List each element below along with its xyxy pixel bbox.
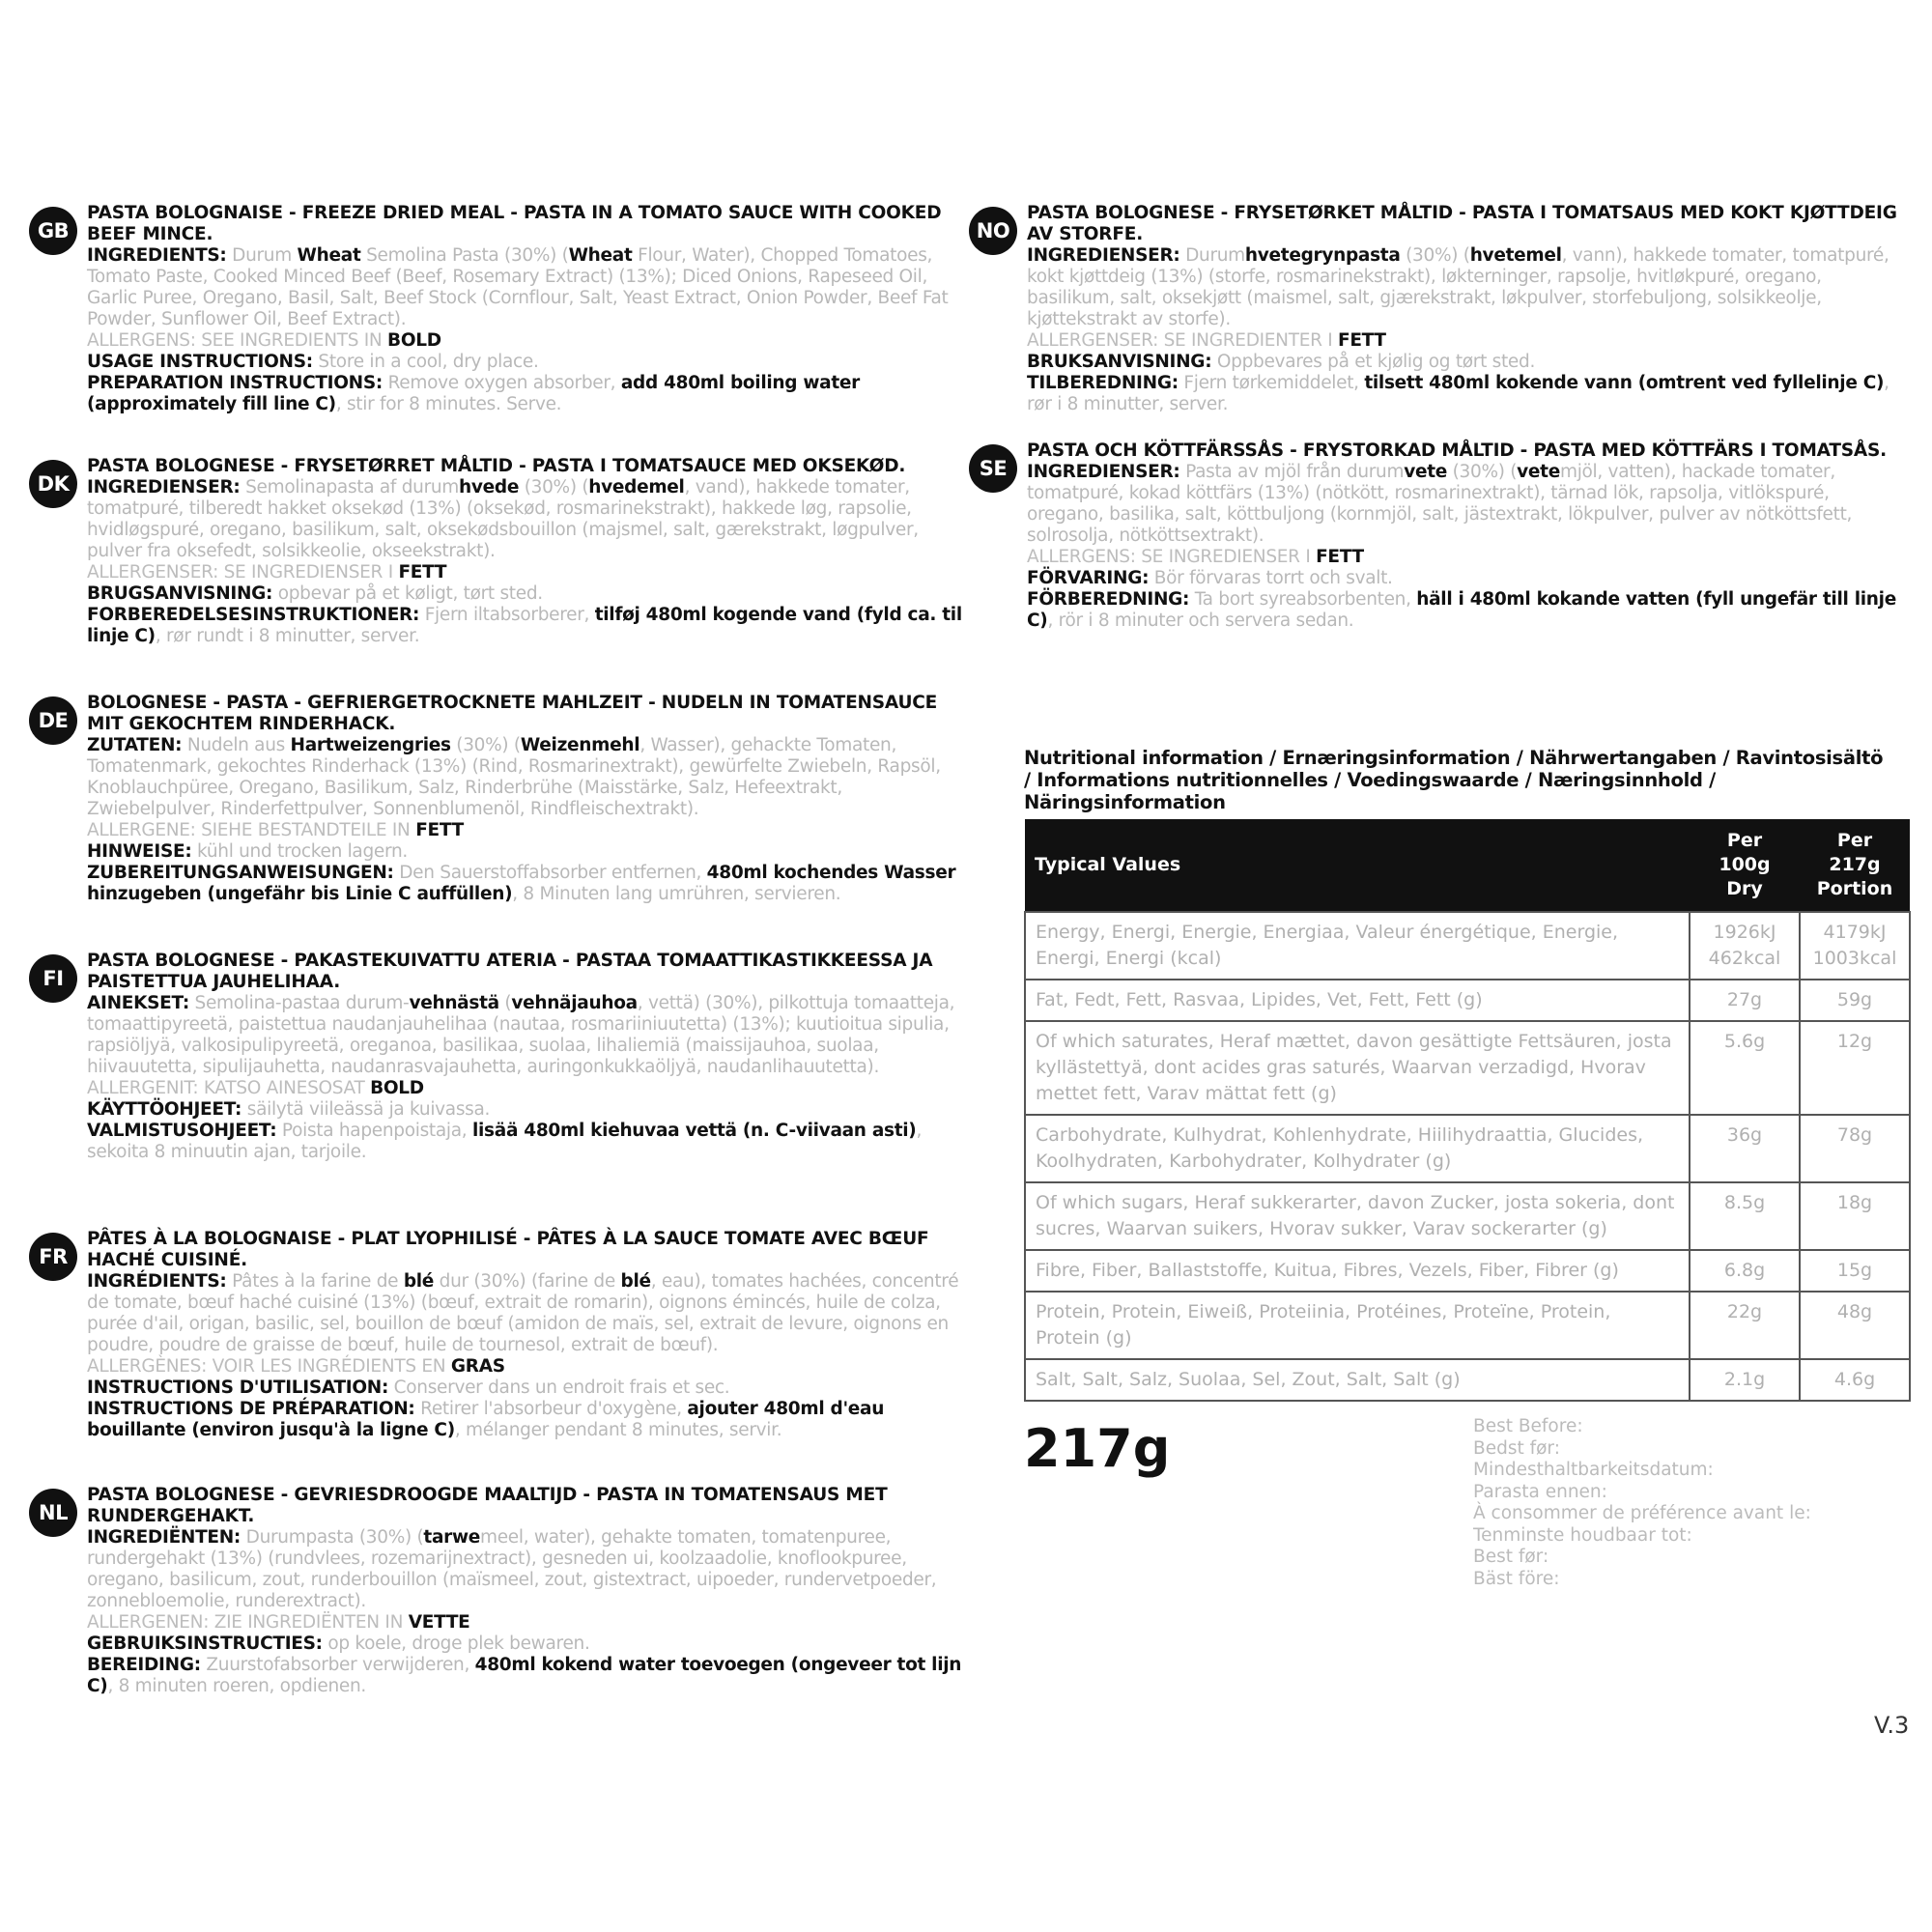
nl-ingredients: INGREDIËNTEN: Durumpasta (30%) (tarwemeel, water), gehakte tomaten, tomatenpuree, rundergehakt (13%) (rundvlees, rozemarijnextract), gesneden ui, koolzaadolie, knoflookpuree, oregano, basilicum, zout, runderbouillon (maïsmeel, zout, gistextract, uipoeder, rundervetpoeder, zonnebloemolie, runderextract). bbox=[87, 1527, 937, 1611]
fi-preparation: VALMISTUSOHJEET: Poista hapenpoistaja, lisää 480ml kiehuvaa vettä (n. C-viivaan asti), sekoita 8 minuutin ajan, tarjoile. bbox=[87, 1121, 923, 1162]
table-row bbox=[1025, 1182, 1910, 1250]
fi-flag-badge: FI bbox=[29, 954, 77, 1003]
best-before-line: Best før: bbox=[1473, 1547, 1549, 1567]
nl-title: PASTA BOLOGNESE - GEVRIESDROOGDE MAALTIJD - PASTA IN TOMATENSAUS MET RUNDERGEHAKT. bbox=[87, 1485, 888, 1526]
nutrition-heading: Nutritional information / Ernæringsinformation / Nährwertangaben / Ravintosisältö / Informations nutritionnelles / Voedingswaarde / Næringsinnhold / Näringsinformation bbox=[1024, 747, 1884, 813]
best-before-line: Parasta ennen: bbox=[1473, 1481, 1607, 1502]
row-per217: 59g bbox=[1800, 980, 1910, 1021]
row-label: Of which sugars, Heraf sukkerarter, davon Zucker, josta sokeria, dont sucres, Waarvan suikers, Hvorav sukker, Varav sockerarter (g) bbox=[1025, 1182, 1690, 1250]
dk-ingredients: INGREDIENSER: Semolinapasta af durumhvede (30%) (hvedemel, vand), hakkede tomater, tomatpuré, tilberedt hakket oksekød (13%) (oksekød, rosmarinekstrakt), hakkede løg, rapsolie, hvidløgspuré, oregano, basilikum, salt, oksekødsbouillon (majsmel, salt, gærekstrakt, løgpulver, pulver fra oksefedt, solsikkeolie, okseekstrakt). bbox=[87, 477, 919, 561]
row-per217: 4179kJ 1003kcal bbox=[1800, 912, 1910, 980]
se-title: PASTA OCH KÖTTFÄRSSÅS - FRYSTORKAD MÅLTID - PASTA MED KÖTTFÄRS I TOMATSÅS. bbox=[1027, 440, 1887, 461]
no-title: PASTA BOLOGNESE - FRYSETØRKET MÅLTID - PASTA I TOMATSAUS MED KOKT KJØTTDEIG AV STORFE. bbox=[1027, 203, 1897, 244]
no-allergens: ALLERGENSER: SE INGREDIENTER I FETT bbox=[1027, 330, 1386, 351]
nl-flag-badge: NL bbox=[29, 1489, 77, 1537]
se-allergens: ALLERGENS: SE INGREDIENSER I FETT bbox=[1027, 547, 1364, 567]
row-per217: 18g bbox=[1800, 1182, 1910, 1250]
gb-flag-badge: GB bbox=[29, 207, 77, 255]
dk-preparation: FORBEREDELSESINSTRUKTIONER: Fjern iltabsorberer, tilføj 480ml kogende vand (fyld ca. til linje C), rør rundt i 8 minutter, server. bbox=[87, 605, 962, 646]
col-typical-values: Typical Values bbox=[1025, 819, 1690, 912]
row-per100: 27g bbox=[1690, 980, 1800, 1021]
left-column bbox=[29, 203, 971, 1697]
best-before-line: Bäst före: bbox=[1473, 1568, 1560, 1589]
table-row bbox=[1025, 1021, 1910, 1115]
se-flag-badge: SE bbox=[969, 444, 1017, 493]
nutrition-header-row bbox=[1025, 819, 1910, 912]
section-fr bbox=[29, 1229, 971, 1485]
row-per100: 22g bbox=[1690, 1292, 1800, 1359]
se-usage: FÖRVARING: Bör förvaras torrt och svalt. bbox=[1027, 568, 1393, 588]
best-before-line: Bedst før: bbox=[1473, 1437, 1560, 1459]
net-weight: 217g bbox=[1024, 1418, 1171, 1479]
row-label: Salt, Salt, Salz, Suolaa, Sel, Zout, Salt, Salt (g) bbox=[1025, 1359, 1690, 1401]
col-per-217g: Per 217g Portion bbox=[1800, 819, 1910, 912]
section-de bbox=[29, 693, 971, 951]
nl-preparation: BEREIDING: Zuurstofabsorber verwijderen, 480ml kokend water toevoegen (ongeveer tot lijn C), 8 minuten roeren, opdienen. bbox=[87, 1655, 962, 1696]
no-flag-badge: NO bbox=[969, 207, 1017, 255]
section-fi bbox=[29, 951, 971, 1229]
fi-allergens: ALLERGENIT: KATSO AINESOSAT BOLD bbox=[87, 1078, 424, 1098]
de-flag-badge: DE bbox=[29, 696, 77, 745]
no-preparation: TILBEREDNING: Fjern tørkemiddelet, tilsett 480ml kokende vann (omtrent ved fyllelinje C), rør i 8 minutter, server. bbox=[1027, 373, 1889, 414]
row-label: Fat, Fedt, Fett, Rasvaa, Lipides, Vet, Fett, Fett (g) bbox=[1025, 980, 1690, 1021]
dk-title: PASTA BOLOGNESE - FRYSETØRRET MÅLTID - PASTA I TOMATSAUCE MED OKSEKØD. bbox=[87, 456, 906, 476]
fi-title: PASTA BOLOGNESE - PAKASTEKUIVATTU ATERIA - PASTAA TOMAATTIKASTIKKEESSA JA PAISTETTUA JAUHELIHAA. bbox=[87, 951, 933, 992]
section-se bbox=[969, 440, 1911, 632]
gb-usage: USAGE INSTRUCTIONS: Store in a cool, dry place. bbox=[87, 352, 539, 372]
section-no bbox=[969, 203, 1911, 440]
fi-usage: KÄYTTÖOHJEET: säilytä viileässä ja kuivassa. bbox=[87, 1099, 491, 1120]
nl-usage: GEBRUIKSINSTRUCTIES: op koele, droge plek bewaren. bbox=[87, 1634, 590, 1654]
de-ingredients: ZUTATEN: Nudeln aus Hartweizengries (30%) (Weizenmehl, Wasser), gehackte Tomaten, Tomatenmark, gekochtes Rinderhack (13%) (Rind, Rosmarinextrakt), gewürfelte Zwiebeln, Rapsöl, Knoblauchpüree, Oregano, Basilikum, Salz, Rinderbrühe (Maisstärke, Salz, Hefeextrakt, Zwiebelpulver, Rinderfettpulver, Sonnenblumenöl, Rindfleischextrakt). bbox=[87, 735, 941, 819]
best-before-block bbox=[1473, 1416, 1811, 1590]
dk-allergens: ALLERGENSER: SE INGREDIENSER I FETT bbox=[87, 562, 447, 582]
table-row bbox=[1025, 1250, 1910, 1292]
fr-allergens: ALLERGÈNES: VOIR LES INGRÉDIENTS EN GRAS bbox=[87, 1356, 505, 1377]
gb-preparation: PREPARATION INSTRUCTIONS: Remove oxygen absorber, add 480ml boiling water (approximately fill line C), stir for 8 minutes. Serve. bbox=[87, 373, 860, 414]
de-preparation: ZUBEREITUNGSANWEISUNGEN: Den Sauerstoffabsorber entfernen, 480ml kochendes Wasser hinzugeben (ungefähr bis Linie C auffüllen), 8 Minuten lang umrühren, servieren. bbox=[87, 863, 956, 904]
no-usage: BRUKSANVISNING: Oppbevares på et kjølig og tørt sted. bbox=[1027, 352, 1536, 372]
table-row bbox=[1025, 1359, 1910, 1401]
dk-flag-badge: DK bbox=[29, 460, 77, 508]
row-label: Carbohydrate, Kulhydrat, Kohlenhydrate, Hiilihydraattia, Glucides, Koolhydraten, Karbohydrater, Kolhydrater (g) bbox=[1025, 1115, 1690, 1182]
fr-preparation: INSTRUCTIONS DE PRÉPARATION: Retirer l'absorbeur d'oxygène, ajouter 480ml d'eau bouillante (environ jusqu'à la ligne C), mélanger pendant 8 minutes, servir. bbox=[87, 1399, 885, 1440]
gb-allergens: ALLERGENS: SEE INGREDIENTS IN BOLD bbox=[87, 330, 441, 351]
fr-flag-badge: FR bbox=[29, 1233, 77, 1281]
row-per100: 2.1g bbox=[1690, 1359, 1800, 1401]
gb-title: PASTA BOLOGNAISE - FREEZE DRIED MEAL - PASTA IN A TOMATO SAUCE WITH COOKED BEEF MINCE. bbox=[87, 203, 942, 244]
row-label: Of which saturates, Heraf mættet, davon gesättigte Fettsäuren, josta kyllästettyä, dont acides gras saturés, Waarvan verzadigd, Hvorav mettet fett, Varav mättat fett (g) bbox=[1025, 1021, 1690, 1115]
row-per100: 5.6g bbox=[1690, 1021, 1800, 1115]
col-per-100g: Per 100g Dry bbox=[1690, 819, 1800, 912]
section-gb bbox=[29, 203, 971, 456]
row-per100: 1926kJ 462kcal bbox=[1690, 912, 1800, 980]
no-ingredients: INGREDIENSER: Durumhvetegrynpasta (30%) (hvetemel, vann), hakkede tomater, tomatpuré, kokt kjøttdeig (13%) (storfe, rosmarinekstrakt), løkterninger, rapsolje, hvitløkpuré, oregano, basilikum, salt, oksekjøtt (maismel, salt, gjærekstrakt, løkpulver, storfebuljong, solsikkeolje, kjøttekstrakt av storfe). bbox=[1027, 245, 1889, 329]
se-preparation: FÖRBEREDNING: Ta bort syreabsorbenten, häll i 480ml kokande vatten (fyll ungefär till linje C), rör i 8 minuter och servera sedan. bbox=[1027, 589, 1896, 631]
dk-usage: BRUGSANVISNING: opbevar på et køligt, tørt sted. bbox=[87, 583, 543, 604]
de-title: BOLOGNESE - PASTA - GEFRIERGETROCKNETE MAHLZEIT - NUDELN IN TOMATENSAUCE MIT GEKOCHTEM RINDERHACK. bbox=[87, 693, 938, 734]
nutrition-table bbox=[1024, 819, 1911, 1402]
fi-ingredients: AINEKSET: Semolina-pastaa durum-vehnästä (vehnäjauhoa, vettä) (30%), pilkottuja tomaatteja, tomaattipyreetä, paistettua naudanjauhelihaa (nautaa, rosmariiniuutetta) (13%); kuutioitua sipulia, rapsiöljyä, valkosipulipyreetä, oreganoa, basilikaa, suolaa, lihaliemiä (maissijauhoa, suolaa, hiivauutetta, sipulijauhetta, naudanrasvajauhetta, auringonkukkaöljyä, naudanlihauutetta). bbox=[87, 993, 955, 1077]
se-ingredients: INGREDIENSER: Pasta av mjöl från durumvete (30%) (vetemjöl, vatten), hackade tomater, tomatpuré, kokad köttfärs (13%) (nötkött, rosmarinextrakt), tärnad lök, rapsolja, vitlökspuré, oregano, basilika, salt, köttbuljong (kornmjöl, salt, jästextrakt, lökpulver, pulver av nötköttsfett, solrosolja, nötköttsextrakt). bbox=[1027, 462, 1853, 546]
table-row bbox=[1025, 1115, 1910, 1182]
fr-usage: INSTRUCTIONS D'UTILISATION: Conserver dans un endroit frais et sec. bbox=[87, 1378, 730, 1398]
table-row bbox=[1025, 980, 1910, 1021]
section-nl bbox=[29, 1485, 971, 1697]
fr-title: PÂTES À LA BOLOGNAISE - PLAT LYOPHILISÉ - PÂTES À LA SAUCE TOMATE AVEC BŒUF HACHÉ CUISINÉ. bbox=[87, 1229, 929, 1270]
row-per100: 36g bbox=[1690, 1115, 1800, 1182]
row-label: Protein, Protein, Eiweiß, Proteiinia, Protéines, Proteïne, Protein, Protein (g) bbox=[1025, 1292, 1690, 1359]
row-per217: 12g bbox=[1800, 1021, 1910, 1115]
row-label: Energy, Energi, Energie, Energiaa, Valeur énergétique, Energie, Energi, Energi (kcal) bbox=[1025, 912, 1690, 980]
best-before-line: Best Before: bbox=[1473, 1416, 1583, 1436]
de-allergens: ALLERGENE: SIEHE BESTANDTEILE IN FETT bbox=[87, 820, 464, 840]
row-per217: 4.6g bbox=[1800, 1359, 1910, 1401]
right-column bbox=[969, 203, 1911, 632]
section-dk bbox=[29, 456, 971, 693]
fr-ingredients: INGRÉDIENTS: Pâtes à la farine de blé dur (30%) (farine de blé, eau), tomates hachées, concentré de tomate, bœuf haché cuisiné (13%) (bœuf, extrait de romarin), oignons émincés, huile de colza, purée d'ail, origan, basilic, sel, bouillon de bœuf (amidon de maïs, sel, extrait de levure, oignons en poudre, poudre de graisse de bœuf, huile de tournesol, extrait de bœuf). bbox=[87, 1271, 959, 1355]
best-before-line: Tenminste houdbaar tot: bbox=[1473, 1524, 1692, 1546]
version-label: V.3 bbox=[1874, 1712, 1910, 1739]
best-before-line: À consommer de préférence avant le: bbox=[1473, 1503, 1811, 1523]
row-per100: 6.8g bbox=[1690, 1250, 1800, 1292]
row-per100: 8.5g bbox=[1690, 1182, 1800, 1250]
gb-ingredients: INGREDIENTS: Durum Wheat Semolina Pasta (30%) (Wheat Flour, Water), Chopped Tomatoes, Tomato Paste, Cooked Minced Beef (Beef, Rosemary Extract) (13%); Diced Onions, Rapeseed Oil, Garlic Puree, Oregano, Basil, Salt, Beef Stock (Cornflour, Salt, Yeast Extract, Onion Powder, Beef Fat Powder, Sunflower Oil, Beef Extract). bbox=[87, 245, 949, 329]
nl-allergens: ALLERGENEN: ZIE INGREDIËNTEN IN VETTE bbox=[87, 1612, 470, 1633]
table-row bbox=[1025, 1292, 1910, 1359]
row-label: Fibre, Fiber, Ballaststoffe, Kuitua, Fibres, Vezels, Fiber, Fibrer (g) bbox=[1025, 1250, 1690, 1292]
row-per217: 78g bbox=[1800, 1115, 1910, 1182]
best-before-line: Mindesthaltbarkeitsdatum: bbox=[1473, 1460, 1714, 1480]
de-usage: HINWEISE: kühl und trocken lagern. bbox=[87, 841, 408, 862]
row-per217: 15g bbox=[1800, 1250, 1910, 1292]
row-per217: 48g bbox=[1800, 1292, 1910, 1359]
table-row bbox=[1025, 912, 1910, 980]
